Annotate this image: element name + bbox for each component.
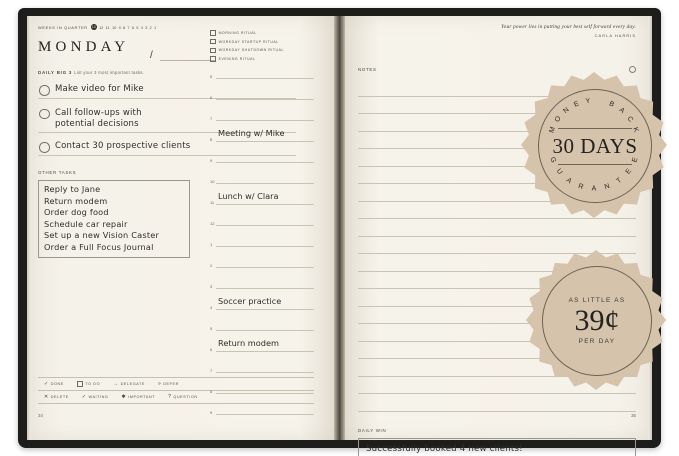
legend-symbol-icon: » [157,381,161,387]
schedule-row[interactable] [210,60,314,81]
money-back-guarantee-badge [521,72,667,218]
ritual-label: WORKDAY STARTUP RITUAL [218,39,279,44]
badge-divider-bottom [558,164,632,165]
price-badge-line1: AS LITTLE AS [568,297,626,304]
other-task-item: Order a Full Focus Journal [44,241,154,252]
legend-symbol-icon: ? [168,394,171,400]
legend-symbol-icon: ✕ [44,394,49,400]
legend-item-to do [77,381,100,387]
task-circle-checkbox[interactable] [39,109,50,120]
ritual-checkbox[interactable] [210,30,216,36]
schedule-hour-label: 6 [210,347,213,352]
legend-item-done [44,381,64,387]
badge-arc-char: N [562,106,571,116]
legend-label: DELEGATE [120,382,145,386]
badge-arc-char: A [591,185,597,193]
daily-win-label: DAILY WIN [358,427,387,433]
ritual-label: MORNING RITUAL [218,30,257,35]
notes-line[interactable] [358,219,636,237]
badge-arc-char: U [554,167,564,176]
week-number-12[interactable]: 12 [98,24,104,30]
notes-label: NOTES [358,67,377,72]
badge-arc-char: E [624,167,634,176]
schedule-hour-label: 2 [210,263,213,268]
right-page-number: 35 [631,413,636,418]
week-number-7[interactable]: 7 [127,24,130,30]
ritual-checkbox[interactable] [210,39,216,45]
legend-item-question [168,394,198,400]
other-task-item: Schedule car repair [44,218,128,229]
schedule-line [216,204,314,205]
page-title: MONDAY [38,39,130,55]
schedule-row[interactable] [210,396,314,417]
ritual-label: WORKDAY SHUTDOWN RITUAL [218,48,285,53]
other-task-item: Order dog food [44,207,109,218]
schedule-line [216,246,314,247]
left-page-edge [27,16,31,440]
schedule-line [216,414,314,415]
badge-arc-char: E [631,156,640,164]
task-text: Contact 30 prospective clients [55,141,191,152]
price-badge-amount: 39¢ [574,304,620,337]
week-number-6[interactable]: 6 [131,24,135,30]
schedule-event-text: Return modem [218,338,279,348]
schedule-row[interactable] [210,144,314,165]
daily-schedule [210,60,314,417]
daily-win-box [358,438,636,456]
badge-arc-char: O [553,115,563,124]
schedule-row[interactable] [210,102,314,123]
legend-symbol-icon: ✓ [81,394,86,400]
schedule-hour-label: 8 [210,389,213,394]
badge-arc-char: G [548,156,557,164]
left-page-number: 34 [38,413,43,418]
legend-symbol-icon: → [113,381,119,387]
other-tasks-label: OTHER TASKS [38,170,77,176]
badge-arc-char: Y [585,97,591,106]
schedule-event-text: Meeting w/ Mike [218,128,285,138]
schedule-row[interactable] [210,165,314,186]
task-circle-checkbox[interactable] [39,85,50,96]
legend-label: IMPORTANT [128,395,156,399]
schedule-hour-label: 5 [210,326,213,331]
schedule-line [216,183,314,184]
task-circle-checkbox[interactable] [39,142,50,153]
legend-label: DONE [50,382,64,386]
ritual-row[interactable] [210,39,314,45]
schedule-row[interactable] [210,333,314,354]
schedule-hour-label: 10 [210,179,215,184]
schedule-hour-label: 7 [210,116,213,121]
schedule-line [216,309,314,310]
schedule-row[interactable] [210,354,314,375]
square-icon [77,381,83,387]
other-task-item: Set up a new Vision Caster [44,230,160,241]
legend-item-delete [44,394,69,400]
week-number-2[interactable]: 2 [149,24,152,30]
task-text: potential decisions [55,118,139,129]
week-number-4[interactable]: 4 [140,24,143,30]
badge-arc-char: R [577,182,585,192]
schedule-hour-label: 12 [210,221,215,226]
quote-author: CARLA HARRIS [594,33,636,38]
badge-arc-char: M [548,126,557,134]
schedule-row[interactable] [210,270,314,291]
schedule-row[interactable] [210,312,314,333]
schedule-row[interactable] [210,207,314,228]
daily-big-3-label: DAILY BIG 3 [38,70,73,75]
other-tasks-box [38,180,190,258]
schedule-hour-label: 6 [210,95,213,100]
legend-label: DELETE [50,395,69,399]
schedule-row[interactable] [210,375,314,396]
badge-arc-char: A [617,106,626,115]
week-number-13[interactable]: 13 [91,25,96,29]
other-task-item: Reply to Jane [44,184,101,195]
date-slot: / [150,50,153,61]
legend-label: TO DO [85,382,101,386]
legend-label: DEFER [163,382,179,386]
week-number-5[interactable]: 5 [136,24,139,30]
schedule-hour-label: 11 [210,200,215,205]
schedule-line [216,141,314,142]
schedule-line [216,162,314,163]
schedule-line [216,393,314,394]
badge-divider-top [558,128,632,129]
week-number-10[interactable]: 10 [111,24,117,30]
notes-line[interactable] [358,394,636,412]
schedule-event-text: Soccer practice [218,296,282,306]
badge-arc-char: B [607,100,615,109]
schedule-hour-label: 5 [210,74,213,79]
price-per-day-badge [526,250,666,390]
legend-item-delegate [113,381,145,387]
badge-arc-char: N [603,182,611,192]
schedule-line [216,120,314,121]
quote-text: Your power lies in putting your best self forward every day. [501,24,636,30]
legend-item-defer [158,381,179,387]
daily-win-text: Successfully booked 4 new clients! [366,443,523,454]
week-number-8[interactable]: 8 [123,24,126,30]
schedule-line [216,372,314,373]
schedule-hour-label: 9 [210,410,213,415]
legend-label: QUESTION [173,395,198,399]
schedule-event-text: Lunch w/ Clara [218,191,279,201]
badge-arc-char: C [625,115,635,124]
schedule-line [216,99,314,100]
badge-inner-circle [538,89,652,203]
ritual-row[interactable] [210,30,314,36]
schedule-row[interactable] [210,123,314,144]
daily-big-3-hint: List your 3 most important tasks. [74,70,145,75]
schedule-line [216,267,314,268]
weeks-in-quarter-numbers [91,24,156,30]
week-number-9[interactable]: 9 [118,24,121,30]
week-number-1[interactable]: 1 [153,24,157,30]
legend-item-waiting [82,394,109,400]
other-task-item: Return modem [44,195,108,206]
legend-symbol-icon: ✱ [121,394,126,400]
legend-symbol-icon: ✓ [44,381,49,387]
schedule-hour-label: 3 [210,284,213,289]
schedule-line [216,78,314,79]
schedule-line [216,351,314,352]
badge-arc-char: T [615,176,623,186]
schedule-line [216,288,314,289]
task-text: Call follow-ups with [55,107,142,118]
legend-label: WAITING [88,395,109,399]
schedule-hour-label: 8 [210,137,213,142]
price-badge-line2: PER DAY [578,338,616,345]
schedule-hour-label: 1 [210,242,213,247]
badge-arc-char: A [564,176,573,186]
weeks-in-quarter-label: WEEKS IN QUARTER [38,24,88,30]
badge-arc-char: K [631,126,640,134]
date-write-line [160,60,216,61]
badge-arc-char: E [573,100,581,109]
schedule-line [216,225,314,226]
schedule-row[interactable] [210,249,314,270]
schedule-hour-label: 4 [210,305,213,310]
ritual-checkbox[interactable] [210,48,216,54]
schedule-hour-label: 7 [210,368,213,373]
schedule-row[interactable] [210,228,314,249]
week-number-11[interactable]: 11 [105,24,110,30]
book-spine [334,16,345,440]
task-text: Make video for Mike [55,84,144,94]
schedule-row[interactable] [210,291,314,312]
schedule-hour-label: 9 [210,158,213,163]
ritual-row[interactable] [210,48,314,54]
schedule-row[interactable] [210,81,314,102]
schedule-line [216,330,314,331]
schedule-row[interactable] [210,186,314,207]
week-number-3[interactable]: 3 [145,24,148,30]
ritual-label: EVENING RITUAL [218,57,256,62]
badge-main-text: 30 DAYS [552,133,638,158]
legend-item-important [121,394,155,400]
price-badge-inner-circle [542,266,652,376]
